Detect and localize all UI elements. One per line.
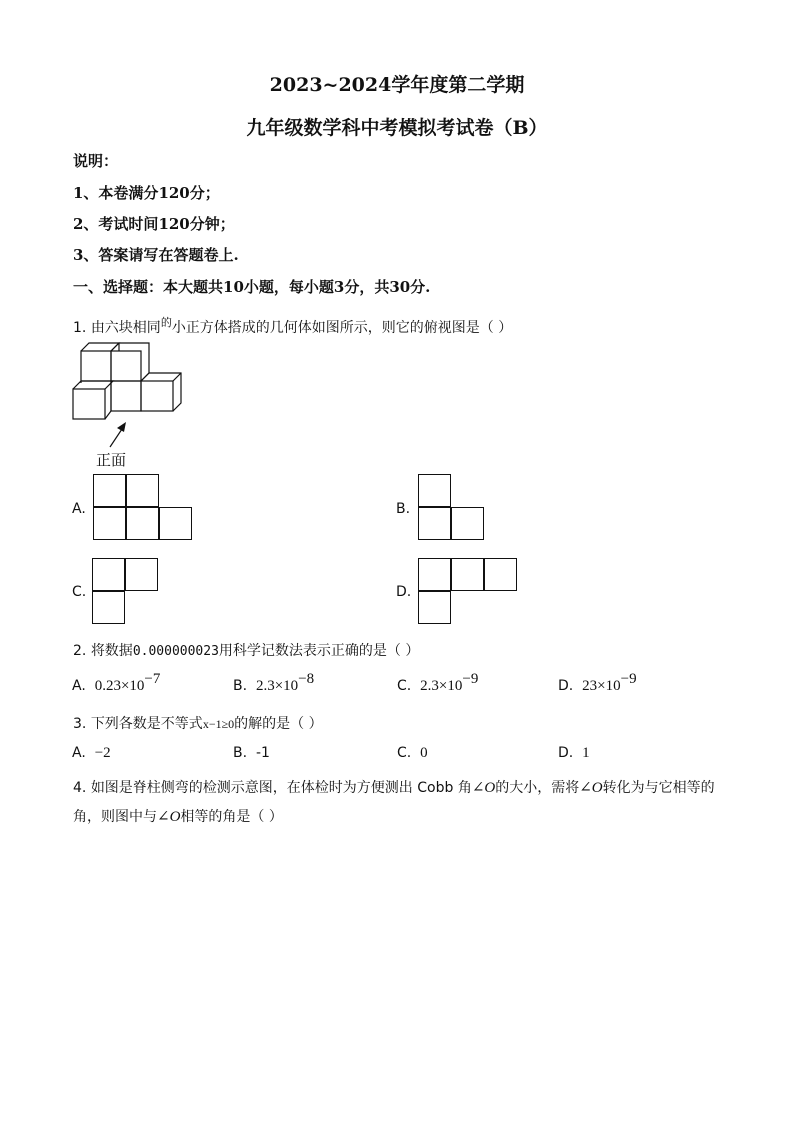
- question-number: 2.: [73, 643, 87, 659]
- option-exponent: −9: [620, 671, 637, 687]
- arrow-head-icon: [117, 422, 126, 432]
- q2-option-b[interactable]: [233, 671, 315, 695]
- section-heading-choice: 一、选择题：本大题共10小题，每小题3分，共30分.: [73, 278, 431, 296]
- angle-symbol: ∠O: [579, 780, 603, 796]
- question-number: 4.: [73, 780, 87, 796]
- cube-solid-figure: [68, 338, 193, 468]
- option-label: B.: [233, 678, 248, 694]
- option-exponent: −7: [144, 671, 161, 687]
- option-value: 1: [582, 745, 590, 761]
- question-number: 1.: [73, 320, 87, 336]
- angle-symbol: ∠O: [471, 780, 496, 796]
- option-label: C.: [397, 745, 412, 761]
- question-text: 下列各数是不等式: [90, 716, 203, 732]
- option-label-b[interactable]: B.: [396, 501, 411, 517]
- option-value: 2.3×10: [255, 678, 299, 694]
- option-label: D.: [558, 678, 574, 694]
- note-item-2: 2、考试时间120分钟；: [73, 215, 235, 233]
- data-value: 0.000000023: [132, 644, 219, 659]
- exam-title-line2: 九年级数学科中考模拟考试卷（B）: [246, 117, 548, 139]
- exam-title-line1: 2023~2024学年度第二学期: [269, 74, 525, 96]
- question-4-line1: [73, 777, 733, 797]
- option-value: -1: [255, 745, 270, 761]
- question-text: 转化为与它相等的: [602, 780, 715, 796]
- q2-option-d[interactable]: [558, 671, 637, 695]
- option-exponent: −8: [298, 671, 315, 687]
- option-exponent: −9: [462, 671, 479, 687]
- question-3: [73, 713, 323, 733]
- q2-option-a[interactable]: [72, 671, 161, 695]
- q3-option-a[interactable]: [72, 745, 111, 762]
- option-label: A.: [72, 678, 86, 694]
- notes-heading: 说明：: [73, 152, 119, 170]
- option-value: 2.3×10: [420, 678, 463, 694]
- question-text: 角，则图中与: [73, 809, 157, 825]
- option-label-a[interactable]: A.: [72, 501, 86, 517]
- option-label: B.: [233, 745, 248, 761]
- question-number: 3.: [73, 716, 87, 732]
- option-label: A.: [72, 745, 86, 761]
- angle-symbol: ∠O: [157, 809, 181, 825]
- q2-option-c[interactable]: [397, 671, 479, 695]
- q3-option-c[interactable]: [397, 745, 428, 762]
- question-4-line2: [73, 806, 283, 826]
- q3-option-b[interactable]: [233, 745, 270, 761]
- question-1: [73, 314, 512, 337]
- option-label-d[interactable]: D.: [396, 584, 412, 600]
- question-text-rest: 小正方体搭成的几何体如图所示，则它的俯视图是（ ）: [171, 320, 513, 336]
- note-item-1: 1、本卷满分120分；: [73, 184, 220, 202]
- option-label: C.: [397, 678, 412, 694]
- option-value: 0.23×10: [94, 678, 145, 694]
- question-text-rest: 的解的是（ ）: [234, 716, 323, 732]
- question-text-rest: 用科学记数法表示正确的是（ ）: [218, 643, 420, 659]
- question-text: 的大小，需将: [495, 780, 580, 796]
- question-text: 将数据: [90, 643, 133, 659]
- question-text: 由六块相同: [90, 320, 161, 336]
- question-2: [73, 640, 419, 660]
- option-value: −2: [94, 745, 111, 761]
- note-item-3: 3、答案请写在答题卷上.: [73, 246, 239, 264]
- option-value: 0: [420, 745, 428, 761]
- front-view-label: 正面: [96, 451, 127, 469]
- option-value: 23×10: [582, 678, 621, 694]
- question-text: 如图是脊柱侧弯的检测示意图，在体检时为方便测出 Cobb 角: [90, 780, 472, 796]
- option-label: D.: [558, 745, 574, 761]
- option-label-c[interactable]: C.: [72, 584, 87, 600]
- inequality: x−1≥0: [202, 717, 235, 731]
- q3-option-d[interactable]: [558, 745, 590, 762]
- question-text-small: 的: [160, 316, 172, 329]
- question-text: 相等的角是（ ）: [180, 809, 283, 825]
